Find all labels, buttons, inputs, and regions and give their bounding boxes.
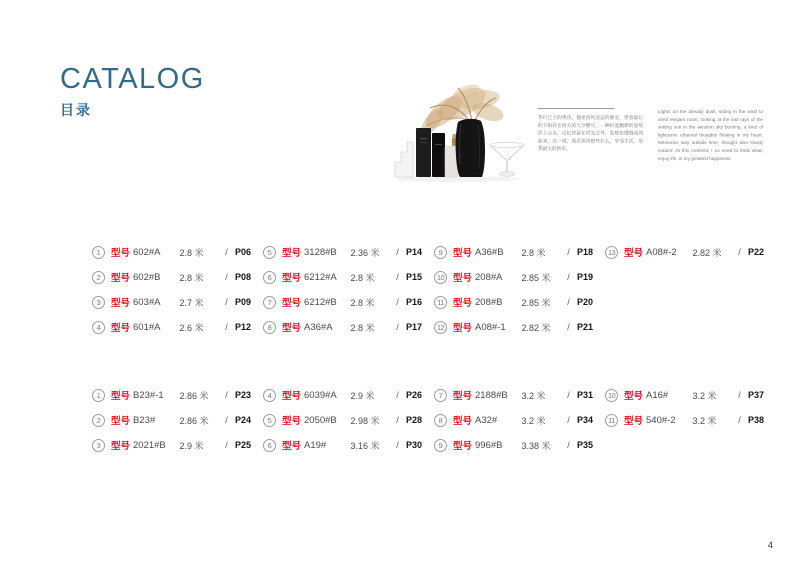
entry-number-badge: 3: [92, 296, 105, 309]
intro-chinese-text: 华灯已上的黄昏，独坐清风送远的雅室，望着最后的夕阳挂在西方的天空燃尽，一种轻盈飘渺的思绪浮上心头。记忆停留在时光之外，思想也慢慢成熟起来。这一刻，我无需再想些什么，享受生活，是我最大的快乐。: [538, 115, 643, 152]
catalog-entry: [605, 413, 764, 427]
model-size: 2.9 米: [179, 440, 204, 451]
model-label: 型号: [453, 416, 473, 427]
entry-number-badge: 2: [92, 271, 105, 284]
page-ref: P12: [234, 322, 251, 332]
entry-number-badge: 4: [92, 321, 105, 334]
page-ref: P25: [234, 440, 251, 450]
catalog-entry: [92, 270, 251, 284]
separator: /: [225, 247, 228, 257]
page-ref: P18: [576, 247, 593, 257]
catalog-entry: [434, 245, 593, 259]
model-code: 208#A: [475, 271, 503, 283]
model-label: 型号: [453, 298, 473, 309]
model-label: 型号: [282, 416, 302, 427]
page-ref: P16: [405, 297, 422, 307]
page-ref: P09: [234, 297, 251, 307]
model-code: A36#B: [475, 246, 504, 258]
separator: /: [396, 297, 399, 307]
page-ref: P21: [576, 322, 593, 332]
model-code: 2050#B: [304, 414, 337, 426]
catalog-entry: [263, 413, 422, 427]
page-ref: P23: [234, 390, 251, 400]
model-size: 2.8 米: [350, 322, 375, 333]
model-size: 3.2 米: [692, 390, 717, 401]
model-label: 型号: [111, 273, 131, 284]
model-code: A08#-2: [646, 246, 677, 258]
separator: /: [396, 272, 399, 282]
page-title: CATALOG: [60, 63, 205, 95]
model-size: 2.98 米: [350, 415, 380, 426]
catalog-entry: [434, 438, 593, 452]
page-ref: P37: [747, 390, 764, 400]
separator: /: [567, 440, 570, 450]
catalog-entry: [605, 388, 764, 402]
page-ref: P34: [576, 415, 593, 425]
model-size: 2.85 米: [521, 297, 551, 308]
catalog-column: [263, 245, 422, 345]
model-label: 型号: [453, 391, 473, 402]
entry-number-badge: 7: [263, 296, 276, 309]
separator: /: [396, 415, 399, 425]
divider-line: [538, 108, 614, 109]
model-label: 型号: [111, 416, 131, 427]
model-size: 2.82 米: [521, 322, 551, 333]
model-size: 2.8 米: [350, 297, 375, 308]
separator: /: [567, 415, 570, 425]
catalog-section-2: [92, 388, 764, 463]
page-ref: P06: [234, 247, 251, 257]
model-code: 6212#B: [304, 296, 337, 308]
model-size: 2.7 米: [179, 297, 204, 308]
separator: /: [396, 247, 399, 257]
catalog-column: [605, 245, 764, 345]
catalog-entry: [92, 320, 251, 334]
page-ref: P24: [234, 415, 251, 425]
catalog-column: [434, 388, 593, 463]
page-ref: P26: [405, 390, 422, 400]
entry-number-badge: 4: [263, 389, 276, 402]
separator: /: [567, 322, 570, 332]
model-label: 型号: [624, 248, 644, 259]
catalog-entry: [263, 295, 422, 309]
model-size: 2.8 米: [521, 247, 546, 258]
model-code: A19#: [304, 439, 327, 451]
catalog-entry: [92, 413, 251, 427]
model-label: 型号: [453, 323, 473, 334]
intro-english-block: [658, 108, 766, 217]
model-code: 6212#A: [304, 271, 337, 283]
catalog-column: [605, 388, 764, 463]
page-ref: P20: [576, 297, 593, 307]
separator: /: [225, 440, 228, 450]
model-label: 型号: [282, 323, 302, 334]
model-code: A16#: [646, 389, 669, 401]
entry-number-badge: 5: [263, 414, 276, 427]
model-label: 型号: [282, 391, 302, 402]
model-size: 3.16 米: [350, 440, 380, 451]
model-size: 3.2 米: [521, 390, 546, 401]
catalog-entry: [92, 438, 251, 452]
model-label: 型号: [282, 441, 302, 452]
catalog-entry: [263, 388, 422, 402]
model-size: 2.9 米: [350, 390, 375, 401]
catalog-entry: [263, 438, 422, 452]
separator: /: [567, 390, 570, 400]
model-label: 型号: [624, 416, 644, 427]
page-ref: P15: [405, 272, 422, 282]
model-label: 型号: [282, 298, 302, 309]
page-ref: P17: [405, 322, 422, 332]
entry-number-badge: 11: [434, 296, 447, 309]
entry-number-badge: 6: [263, 439, 276, 452]
model-label: 型号: [453, 273, 473, 284]
separator: /: [225, 297, 228, 307]
model-code: 6039#A: [304, 389, 337, 401]
catalog-column: [92, 388, 251, 463]
model-label: 型号: [453, 248, 473, 259]
model-code: 603#A: [133, 296, 161, 308]
catalog-entry: [605, 245, 764, 259]
entry-number-badge: 7: [434, 389, 447, 402]
model-code: B23#-1: [133, 389, 164, 401]
page-number: 4: [767, 540, 773, 551]
catalog-section-1: [92, 245, 764, 345]
separator: /: [396, 322, 399, 332]
catalog-column: [434, 245, 593, 345]
catalog-entry: [92, 388, 251, 402]
model-size: 2.8 米: [179, 247, 204, 258]
catalog-entry: [263, 245, 422, 259]
entry-number-badge: 1: [92, 246, 105, 259]
model-size: 2.85 米: [521, 272, 551, 283]
model-label: 型号: [111, 323, 131, 334]
header: [60, 64, 205, 120]
entry-number-badge: 9: [434, 439, 447, 452]
separator: /: [225, 415, 228, 425]
model-code: 602#A: [133, 246, 161, 258]
model-size: 2.86 米: [179, 390, 209, 401]
separator: /: [738, 390, 741, 400]
intro-chinese-block: [538, 108, 644, 192]
entry-number-badge: 9: [434, 246, 447, 259]
page-ref: P31: [576, 390, 593, 400]
still-life-image: [392, 82, 528, 184]
separator: /: [567, 272, 570, 282]
separator: /: [225, 390, 228, 400]
model-label: 型号: [282, 273, 302, 284]
entry-number-badge: 2: [92, 414, 105, 427]
model-code: 602#B: [133, 271, 161, 283]
catalog-entry: [434, 388, 593, 402]
entry-number-badge: 5: [263, 246, 276, 259]
entry-number-badge: 3: [92, 439, 105, 452]
model-label: 型号: [624, 391, 644, 402]
catalog-entry: [92, 295, 251, 309]
separator: /: [396, 440, 399, 450]
catalog-entry: [263, 320, 422, 334]
model-code: 208#B: [475, 296, 503, 308]
model-size: 2.82 米: [692, 247, 722, 258]
model-code: 2021#B: [133, 439, 166, 451]
catalog-entry: [434, 320, 593, 334]
model-label: 型号: [111, 298, 131, 309]
separator: /: [738, 415, 741, 425]
model-label: 型号: [111, 248, 131, 259]
page-ref: P30: [405, 440, 422, 450]
model-code: A32#: [475, 414, 498, 426]
page-ref: P08: [234, 272, 251, 282]
entry-number-badge: 1: [92, 389, 105, 402]
entry-number-badge: 13: [605, 246, 618, 259]
catalog-column: [92, 245, 251, 345]
model-size: 2.86 米: [179, 415, 209, 426]
catalog-entry: [434, 413, 593, 427]
page-ref: P35: [576, 440, 593, 450]
model-code: 2188#B: [475, 389, 508, 401]
model-code: 3128#B: [304, 246, 337, 258]
separator: /: [567, 247, 570, 257]
catalog-entry: [263, 270, 422, 284]
page-ref: P19: [576, 272, 593, 282]
model-label: 型号: [453, 441, 473, 452]
model-size: 3.38 米: [521, 440, 551, 451]
catalog-entry: [434, 270, 593, 284]
page-ref: P28: [405, 415, 422, 425]
catalog-entry: [92, 245, 251, 259]
page-ref: P14: [405, 247, 422, 257]
entry-number-badge: 12: [434, 321, 447, 334]
model-code: A36#A: [304, 321, 333, 333]
vase-still-life-illustration: [392, 82, 528, 184]
separator: /: [567, 297, 570, 307]
page-subtitle: 目录: [60, 101, 92, 118]
entry-number-badge: 8: [263, 321, 276, 334]
catalog-entry: [434, 295, 593, 309]
page-ref: P22: [747, 247, 764, 257]
model-code: 996#B: [475, 439, 503, 451]
model-label: 型号: [282, 248, 302, 259]
separator: /: [738, 247, 741, 257]
separator: /: [396, 390, 399, 400]
model-size: 2.8 米: [350, 272, 375, 283]
entry-number-badge: 10: [434, 271, 447, 284]
separator: /: [225, 272, 228, 282]
model-size: 2.6 米: [179, 322, 204, 333]
model-size: 2.36 米: [350, 247, 380, 258]
separator: /: [225, 322, 228, 332]
model-label: 型号: [111, 441, 131, 452]
model-size: 3.2 米: [521, 415, 546, 426]
model-size: 2.8 米: [179, 272, 204, 283]
catalog-column: [263, 388, 422, 463]
model-code: 540#-2: [646, 414, 676, 426]
model-size: 3.2 米: [692, 415, 717, 426]
model-code: 601#A: [133, 321, 161, 333]
entry-number-badge: 8: [434, 414, 447, 427]
entry-number-badge: 11: [605, 414, 618, 427]
model-code: A08#-1: [475, 321, 506, 333]
entry-number-badge: 6: [263, 271, 276, 284]
model-code: B23#: [133, 414, 156, 426]
model-label: 型号: [111, 391, 131, 402]
intro-english-text: Lights on the already dusk, sitting in the wind to send elegant room, looking at the last rays of the setting sun in the western sky burning, a kind of lightsome ethereal thoughts floating in my heart. Memories stay outside time, thought also slowly mature. At this moment, I no need to think what, enjoy life, is my greatest happiness.: [658, 109, 763, 161]
page-ref: P38: [747, 415, 764, 425]
entry-number-badge: 10: [605, 389, 618, 402]
